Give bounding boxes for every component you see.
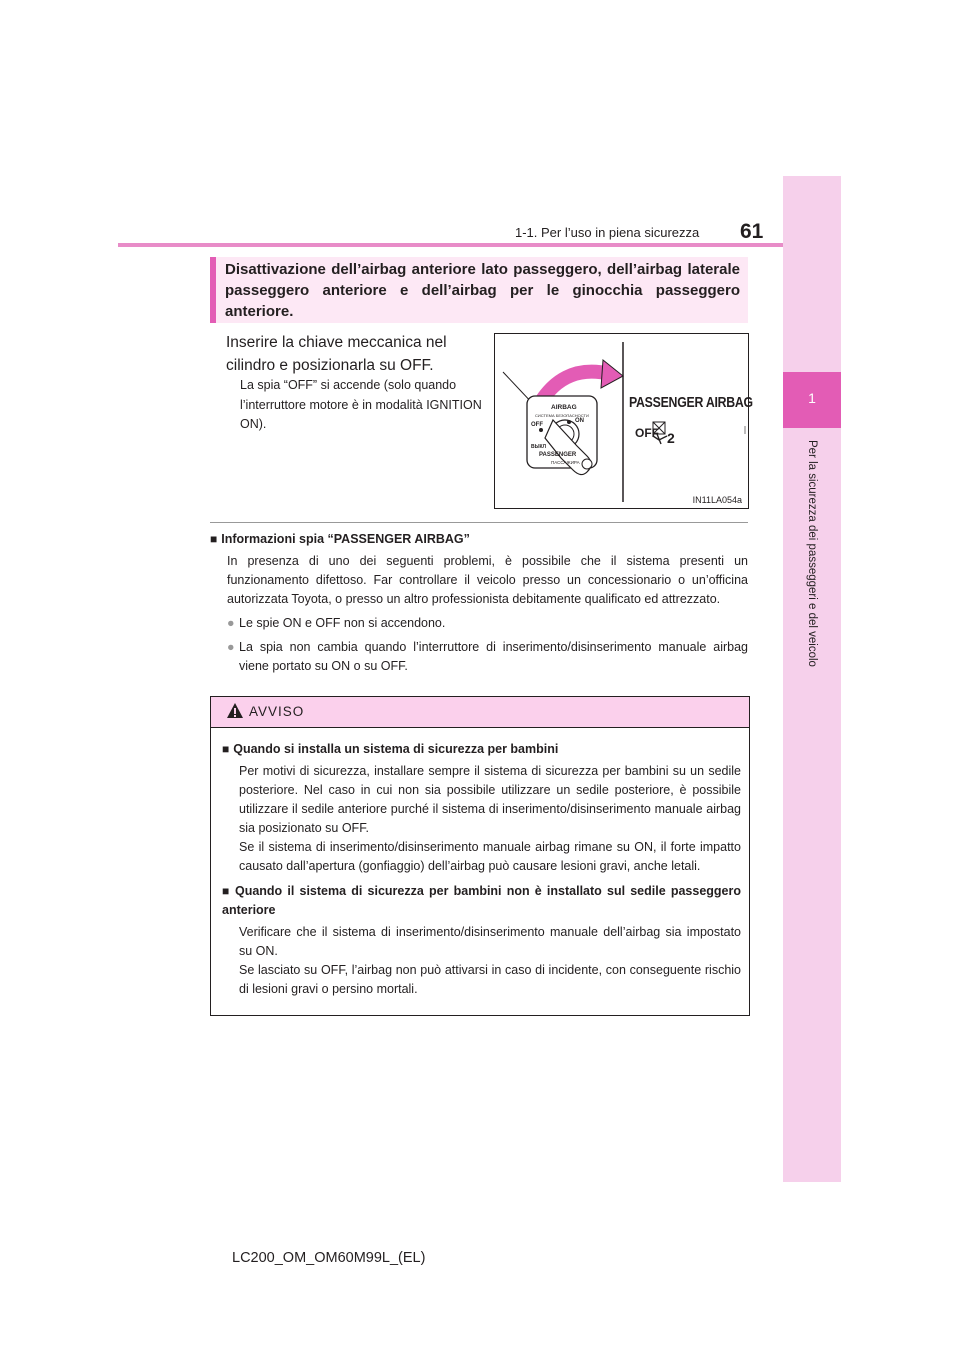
switch-label-passenger: PASSENGER — [539, 452, 577, 458]
warning-triangle-icon — [226, 702, 244, 719]
circle-bullet-icon: ● — [227, 616, 235, 630]
warning-item-text — [239, 923, 741, 999]
key-hole — [582, 459, 592, 469]
warning-item-title: Quando il sistema di sicurezza per bambini non è installato sul sedile passeggero anteriore — [222, 884, 742, 917]
switch-label-on: ON — [575, 418, 584, 424]
info-title-row — [210, 530, 748, 549]
chapter-title: Per la sicurezza dei passeggeri e del veicolo — [806, 440, 818, 667]
warning-header — [211, 697, 749, 728]
warning-item-paragraph: Per motivi di sicurezza, installare sempre il sistema di sicurezza per bambini su un sedile posteriore. Nel caso in cui non sia possibile utilizzare un sedile posteriore, è possibile utilizzare il sedile anteriore purché il sistema di inserimento/disinserimento manuale airbag sia posizionato su OFF. — [239, 764, 741, 835]
warning-item-text — [239, 762, 741, 876]
indicator-seat-number: 2 — [667, 430, 675, 446]
info-bullet-text: La spia non cambia quando l’interruttore di inserimento/disinserimento manuale airbag viene portato su ON o su OFF. — [239, 640, 748, 673]
on-dot — [567, 420, 571, 424]
warning-item-paragraph: Se lasciato su OFF, l’airbag non può attivarsi in caso di incidente, con conseguente rischio di lesioni gravi o persino mortali. — [239, 963, 741, 996]
procedure-header — [210, 257, 748, 323]
warning-item-title: Quando si installa un sistema di sicurezza per bambini — [233, 742, 559, 756]
turn-arrow-head — [601, 360, 623, 388]
page-number: 61 — [740, 220, 764, 243]
warning-item-paragraph: Se il sistema di inserimento/disinserimento manuale airbag rimane su ON, il forte impatto causato dall’apertura (gonfiaggio) dell’airbag può causare lesioni gravi, anche letali. — [239, 840, 741, 873]
info-bullet — [227, 638, 748, 676]
figure-code: IN11LA054a — [692, 495, 742, 505]
warning-item-title-row — [222, 740, 741, 759]
info-bullet — [227, 614, 748, 633]
warning-box — [210, 696, 750, 1016]
indicator-off-label: OFF — [635, 426, 659, 440]
indicator-title: PASSENGER AIRBAG — [629, 394, 753, 411]
square-bullet-icon: ■ — [222, 884, 231, 898]
procedure-step: Inserire la chiave meccanica nel cilindro e posizionarla su OFF. — [226, 334, 447, 374]
info-title: Informazioni spia “PASSENGER AIRBAG” — [221, 532, 470, 546]
switch-label-sub: СИСТЕМА БЕЗОПАСНОСТИ — [535, 413, 589, 418]
off-dot — [539, 428, 543, 432]
chapter-title-container — [783, 440, 841, 702]
switch-label-off: OFF — [531, 422, 543, 428]
switch-label-off-ru: ВЫКЛ — [531, 444, 547, 450]
switch-label-passenger-ru: ПАССАЖИРА — [551, 460, 580, 465]
procedure-title: Disattivazione dell’airbag anteriore lato passeggero, dell’airbag laterale passeggero anteriore e dell’airbag per le ginocchia passeggero anteriore. — [225, 261, 740, 320]
warning-item-title-row — [222, 882, 741, 920]
warning-label: AVVISO — [249, 704, 305, 719]
square-bullet-icon: ■ — [222, 742, 230, 756]
section-divider — [210, 522, 748, 523]
square-bullet-icon: ■ — [210, 532, 218, 546]
info-body: In presenza di uno dei seguenti problemi, è possibile che il sistema presenti un funzionamento difettoso. Far controllare il veicolo presso un concessionario o un’officina autorizzata Toyota, o presso un altro professionista debitamente qualificato ed attrezzato. — [227, 554, 748, 606]
section-title: 1-1. Per l’uso in piena sicurezza — [515, 225, 700, 240]
header-rule — [118, 243, 840, 247]
procedure-note: La spia “OFF” si accende (solo quando l’interruttore motore è in modalità IGNITION ON). — [240, 378, 482, 431]
switch-label-airbag: AIRBAG — [551, 404, 577, 411]
info-section — [210, 530, 748, 676]
warning-body — [222, 740, 741, 1005]
airbag-switch-figure — [494, 333, 753, 509]
airbag-switch-illustration — [495, 334, 748, 508]
document-code: LC200_OM_OM60M99L_(EL) — [232, 1250, 426, 1266]
info-bullet-text: Le spie ON e OFF non si accendono. — [239, 616, 446, 630]
circle-bullet-icon: ● — [227, 640, 235, 654]
chapter-number: 1 — [808, 390, 816, 406]
warning-item-paragraph: Verificare che il sistema di inserimento/disinserimento manuale dell’airbag sia impostato su ON. — [239, 925, 741, 958]
